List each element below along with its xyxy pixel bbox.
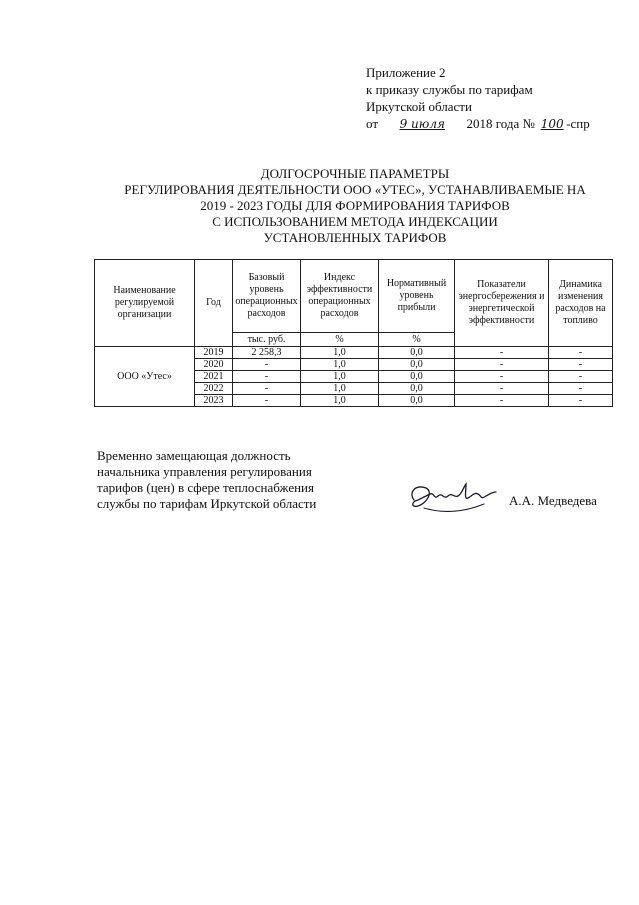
year-text: 2018 года № [466,116,535,131]
cell-energy: - [455,383,549,395]
cell-year: 2023 [195,395,233,407]
cell-profit: 0,0 [379,359,455,371]
header-efficiency-index: Индекс эффективности операционных расходов [301,260,379,333]
header-energy-saving: Показатели энергосбережения и энергетической эффективности [455,260,549,347]
title-line-3: 2019 - 2023 ГОДЫ ДЛЯ ФОРМИРОВАНИЯ ТАРИФОВ [200,198,510,213]
header-organization: Наименование регулируемой организации [95,260,195,347]
signer-name: А.А. Медведева [509,493,597,508]
title-line-5: УСТАНОВЛЕННЫХ ТАРИФОВ [263,230,447,245]
header-fuel-dynamics: Динамика изменения расходов на топливо [549,260,613,347]
table-header-row [95,260,613,333]
cell-year: 2021 [195,371,233,383]
appendix-line-3: Иркутской области [366,99,472,114]
title-line-2: РЕГУЛИРОВАНИЯ ДЕЯТЕЛЬНОСТИ ООО «УТЕС», УСТАНАВЛИВАЕМЫЕ НА [124,182,586,197]
appendix-line-2: к приказу службы по тарифам [366,82,533,97]
appendix-block [366,64,590,133]
unit-index: % [301,333,379,347]
handwritten-order-number: 100 [540,117,564,131]
cell-index: 1,0 [301,347,379,359]
cell-fuel: - [549,371,613,383]
signer-line-4: службы по тарифам Иркутской области [97,496,317,511]
signer-position [97,448,316,512]
handwritten-signature [404,478,500,518]
cell-profit: 0,0 [379,347,455,359]
signer-line-1: Временно замещающая должность [97,448,291,463]
appendix-line-1: Приложение 2 [366,65,446,80]
title-line-4: С ИСПОЛЬЗОВАНИЕМ МЕТОДА ИНДЕКСАЦИИ [212,214,498,229]
header-base-level: Базовый уровень операционных расходов [233,260,301,333]
cell-year: 2020 [195,359,233,371]
cell-fuel: - [549,383,613,395]
organization-name: ООО «Утес» [95,347,195,407]
cell-profit: 0,0 [379,371,455,383]
from-prefix: от [366,116,379,131]
unit-profit: % [379,333,455,347]
cell-index: 1,0 [301,395,379,407]
header-year: Год [195,260,233,347]
title-line-1: ДОЛГОСРОЧНЫЕ ПАРАМЕТРЫ [260,166,450,181]
cell-energy: - [455,347,549,359]
document-title [95,166,615,246]
signer-line-2: начальника управления регулирования [97,464,312,479]
unit-base: тыс. руб. [233,333,301,347]
cell-index: 1,0 [301,359,379,371]
cell-fuel: - [549,395,613,407]
cell-index: 1,0 [301,383,379,395]
parameters-table [94,259,613,407]
handwritten-date: 9 июля [399,117,445,131]
cell-profit: 0,0 [379,383,455,395]
order-number-suffix: -спр [566,116,590,131]
cell-base: - [233,383,301,395]
cell-fuel: - [549,359,613,371]
cell-energy: - [455,359,549,371]
cell-fuel: - [549,347,613,359]
appendix-date-line [366,115,590,133]
signer-line-3: тарифов (цен) в сфере теплоснабжения [97,480,314,495]
cell-base: 2 258,3 [233,347,301,359]
cell-year: 2022 [195,383,233,395]
cell-year: 2019 [195,347,233,359]
cell-energy: - [455,395,549,407]
table-row [95,347,613,359]
cell-base: - [233,371,301,383]
cell-base: - [233,395,301,407]
header-profit-level: Нормативный уровень прибыли [379,260,455,333]
cell-index: 1,0 [301,371,379,383]
cell-profit: 0,0 [379,395,455,407]
cell-base: - [233,359,301,371]
cell-energy: - [455,371,549,383]
